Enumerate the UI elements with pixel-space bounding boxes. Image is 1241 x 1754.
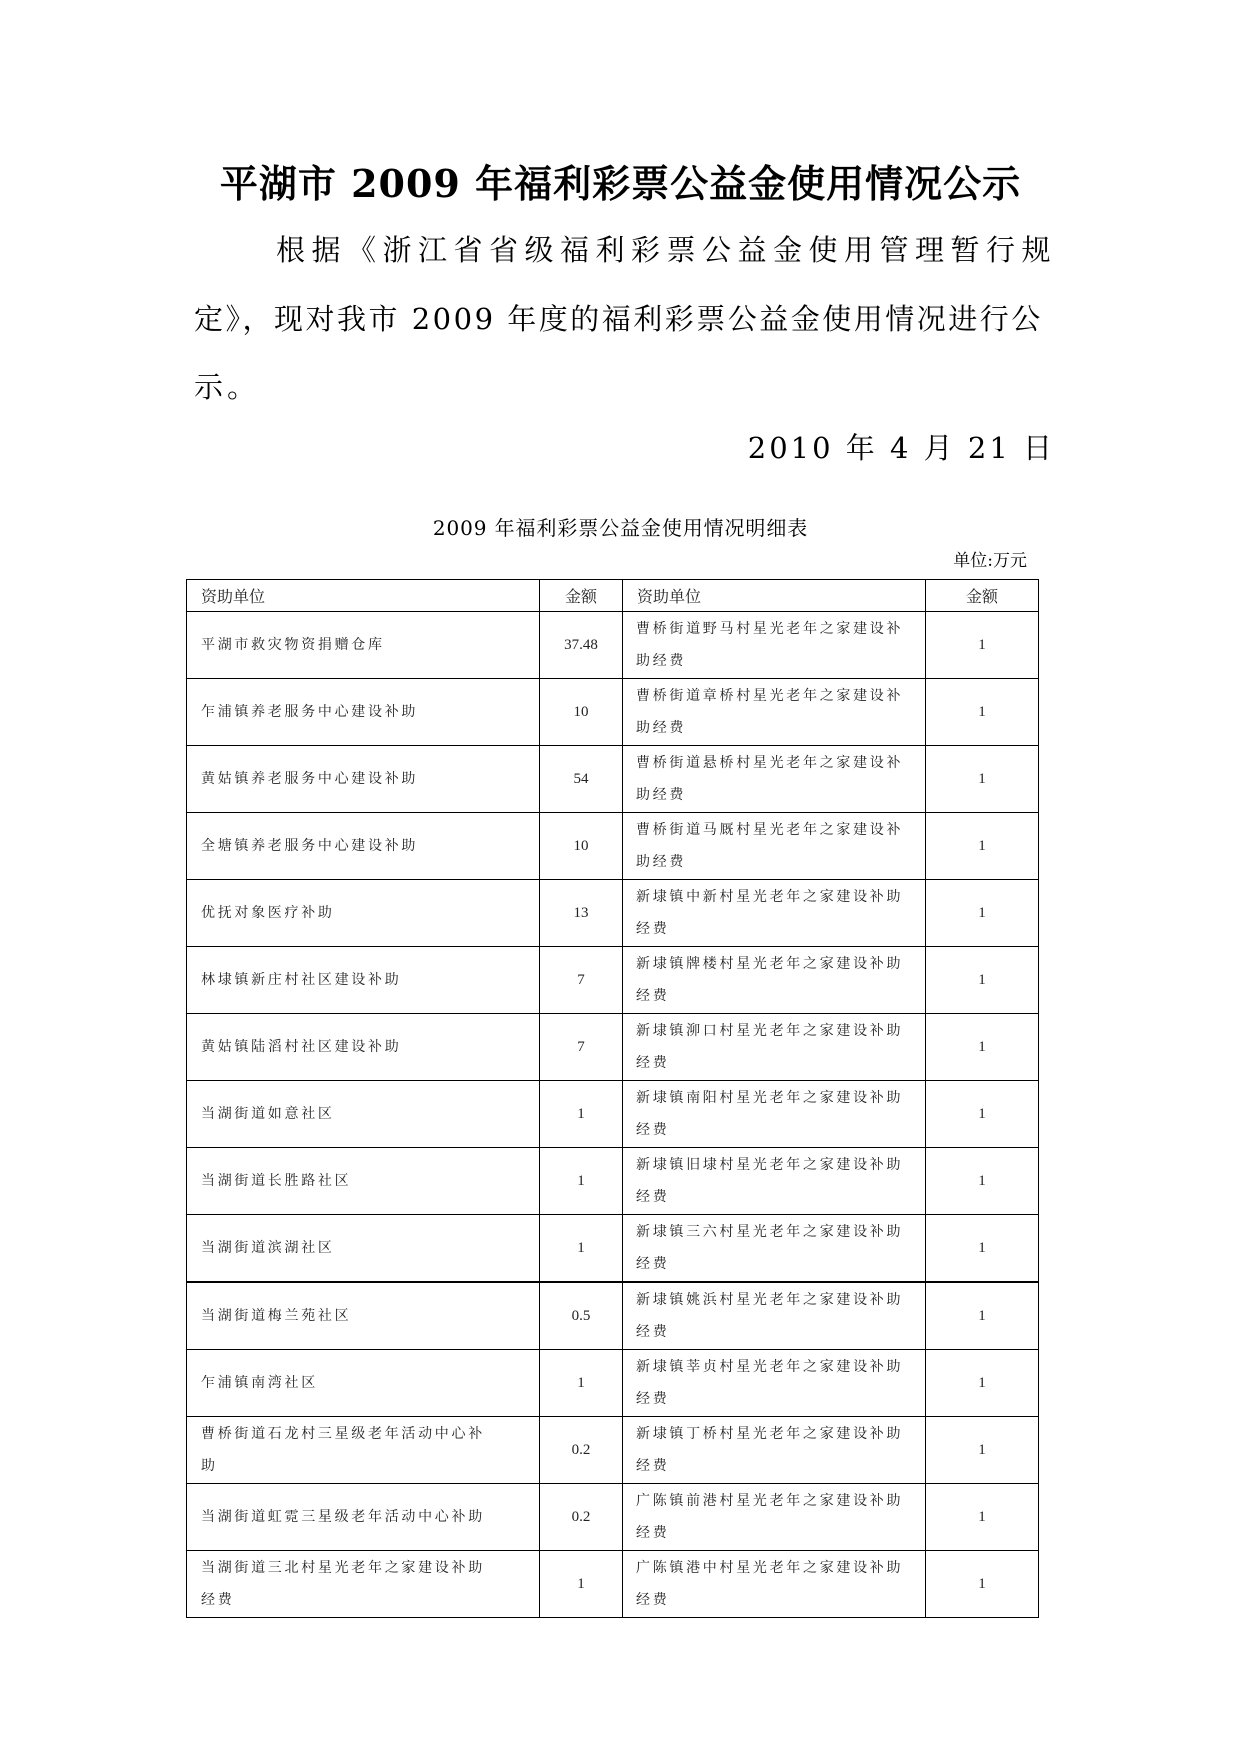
recipient-text: 当湖街道三北村星光老年之家建设补助经费 [201,1560,485,1608]
recipient-cell [623,947,926,1014]
table-row [187,1484,1039,1551]
amount-cell: 10 [540,679,623,746]
recipient-cell [623,1484,926,1551]
recipient-text: 林埭镇新庄村社区建设补助 [201,972,402,988]
recipient-text: 新埭镇三六村星光老年之家建设补助经费 [636,1224,904,1272]
recipient-text: 黄姑镇养老服务中心建设补助 [201,771,419,787]
amount-cell: 1 [926,746,1039,813]
recipient-cell [623,1551,926,1618]
recipient-text: 乍浦镇南湾社区 [201,1375,318,1391]
header-amount: 金额 [926,580,1039,612]
amount-cell: 1 [926,947,1039,1014]
recipient-cell [623,1417,926,1484]
intro-paragraph-line: 示。 [194,370,261,404]
amount-cell: 1 [926,679,1039,746]
recipient-text: 当湖街道长胜路社区 [201,1173,352,1189]
table-row [187,1417,1039,1484]
recipient-cell [187,1417,540,1484]
amount-cell: 1 [926,1215,1039,1283]
amount-cell: 0.2 [540,1417,623,1484]
amount-cell: 1 [540,1350,623,1417]
table-row [187,612,1039,679]
recipient-cell [187,746,540,813]
table-unit-note: 单位:万元 [953,551,1027,571]
recipient-cell [623,1350,926,1417]
recipient-text: 曹桥街道野马村星光老年之家建设补助经费 [636,621,904,669]
recipient-cell [623,1081,926,1148]
recipient-text: 乍浦镇养老服务中心建设补助 [201,704,419,720]
recipient-text: 广陈镇港中村星光老年之家建设补助经费 [636,1560,904,1608]
recipient-text: 曹桥街道悬桥村星光老年之家建设补助经费 [636,755,904,803]
amount-cell: 7 [540,947,623,1014]
recipient-cell [623,679,926,746]
amount-cell: 1 [540,1081,623,1148]
amount-cell: 1 [926,880,1039,947]
recipient-cell [187,612,540,679]
table-row [187,880,1039,947]
amount-cell: 0.5 [540,1282,623,1350]
publication-date: 2010 年 4 月 21 日 [747,431,1055,465]
recipient-cell [623,612,926,679]
recipient-text: 曹桥街道石龙村三星级老年活动中心补助 [201,1426,485,1474]
funding-detail-table [186,579,1039,1618]
recipient-text: 新埭镇牌楼村星光老年之家建设补助经费 [636,956,904,1004]
recipient-text: 新埭镇泖口村星光老年之家建设补助经费 [636,1023,904,1071]
recipient-text: 新埭镇丁桥村星光老年之家建设补助经费 [636,1426,904,1474]
amount-cell: 1 [540,1215,623,1283]
amount-cell: 54 [540,746,623,813]
header-amount: 金额 [540,580,623,612]
recipient-cell [187,947,540,1014]
recipient-text: 新埭镇姚浜村星光老年之家建设补助经费 [636,1292,904,1340]
recipient-text: 平湖市救灾物资捐赠仓库 [201,637,385,653]
recipient-cell [187,1551,540,1618]
recipient-cell [187,1215,540,1283]
amount-cell: 0.2 [540,1484,623,1551]
amount-cell: 1 [926,612,1039,679]
recipient-cell [187,1350,540,1417]
recipient-text: 新埭镇南阳村星光老年之家建设补助经费 [636,1090,904,1138]
table-row [187,1014,1039,1081]
recipient-cell [187,1014,540,1081]
table-row [187,1215,1039,1283]
amount-cell: 1 [926,1014,1039,1081]
amount-cell: 13 [540,880,623,947]
recipient-text: 曹桥街道马厩村星光老年之家建设补助经费 [636,822,904,870]
recipient-cell [187,1148,540,1215]
recipient-text: 黄姑镇陆滔村社区建设补助 [201,1039,402,1055]
recipient-cell [187,679,540,746]
recipient-text: 当湖街道滨湖社区 [201,1240,335,1256]
recipient-cell [187,813,540,880]
recipient-text: 当湖街道虹霓三星级老年活动中心补助 [201,1509,485,1525]
table-row [187,1350,1039,1417]
table-header-row [187,580,1039,612]
table-row [187,1148,1039,1215]
amount-cell: 1 [540,1551,623,1618]
amount-cell: 1 [926,1484,1039,1551]
recipient-text: 优抚对象医疗补助 [201,905,335,921]
table-row [187,1551,1039,1618]
recipient-cell [623,746,926,813]
amount-cell: 1 [540,1148,623,1215]
recipient-cell [187,1484,540,1551]
recipient-cell [187,1282,540,1350]
recipient-text: 曹桥街道章桥村星光老年之家建设补助经费 [636,688,904,736]
amount-cell: 1 [926,1148,1039,1215]
table-row [187,813,1039,880]
recipient-text: 新埭镇中新村星光老年之家建设补助经费 [636,889,904,937]
recipient-cell [187,1081,540,1148]
amount-cell: 37.48 [540,612,623,679]
recipient-text: 广陈镇前港村星光老年之家建设补助经费 [636,1493,904,1541]
recipient-text: 当湖街道梅兰苑社区 [201,1308,352,1324]
recipient-text: 全塘镇养老服务中心建设补助 [201,838,419,854]
intro-paragraph-line: 定》，现对我市 2009 年度的福利彩票公益金使用情况进行公 [194,302,1043,336]
recipient-text: 新埭镇莘贞村星光老年之家建设补助经费 [636,1359,904,1407]
recipient-cell [623,1282,926,1350]
amount-cell: 1 [926,813,1039,880]
document-title: 平湖市 2009 年福利彩票公益金使用情况公示 [219,161,1022,206]
table-row [187,947,1039,1014]
header-recipient: 资助单位 [623,580,926,612]
amount-cell: 10 [540,813,623,880]
recipient-cell [623,1014,926,1081]
table-row [187,746,1039,813]
recipient-text: 新埭镇旧埭村星光老年之家建设补助经费 [636,1157,904,1205]
amount-cell: 1 [926,1081,1039,1148]
table-row [187,1282,1039,1350]
amount-cell: 7 [540,1014,623,1081]
amount-cell: 1 [926,1551,1039,1618]
recipient-cell [623,1148,926,1215]
recipient-cell [623,1215,926,1283]
recipient-cell [623,880,926,947]
amount-cell: 1 [926,1282,1039,1350]
table-row [187,1081,1039,1148]
recipient-text: 当湖街道如意社区 [201,1106,335,1122]
amount-cell: 1 [926,1350,1039,1417]
table-row [187,679,1039,746]
recipient-cell [623,813,926,880]
intro-paragraph-line: 根据《浙江省省级福利彩票公益金使用管理暂行规 [276,233,1058,267]
recipient-cell [187,880,540,947]
header-recipient: 资助单位 [187,580,540,612]
amount-cell: 1 [926,1417,1039,1484]
table-caption: 2009 年福利彩票公益金使用情况明细表 [432,516,809,540]
